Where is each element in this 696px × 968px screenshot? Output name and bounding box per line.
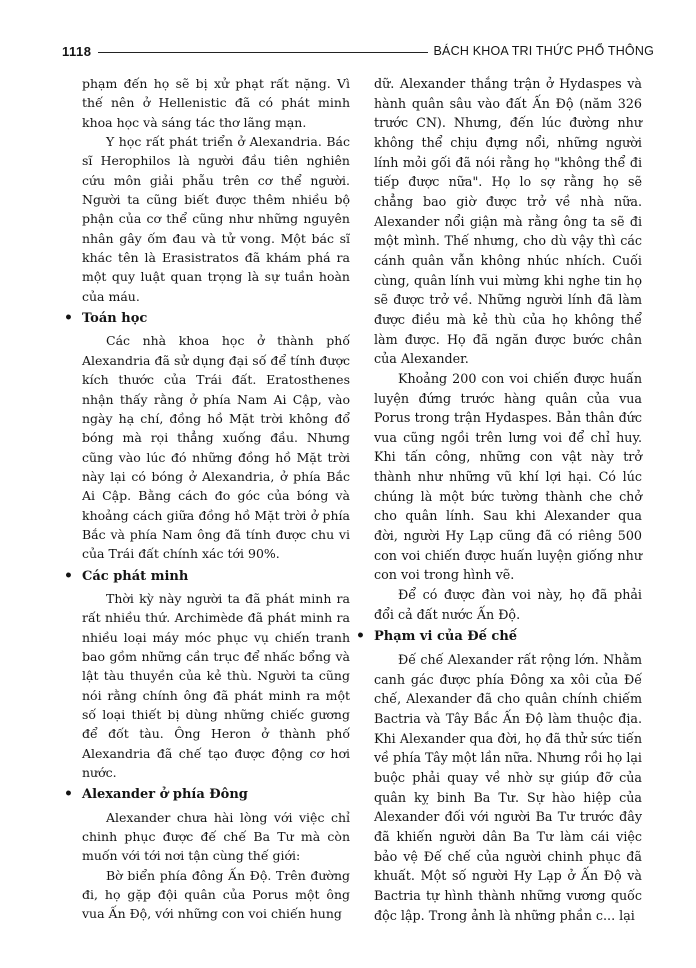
section-heading-label: Các phát minh bbox=[82, 568, 189, 584]
section-heading bbox=[356, 627, 642, 647]
paragraph: Đế chế Alexander rất rộng lớn. Nhằm canh gác được phía Đông xa xôi của Đế chế, Alexander đã cho quân chính chiếm Bactria và Tây Bắc Ấn Độ làm thuộc địa. Khi Alexander qua đời, họ đã thử sức tiến về phía Tây một lần nữa. Nhưng rồi họ lại buộc phải quay về nhờ sự giúp đỡ của quân kỵ binh Ba Tư. Sự hào hiệp của Alexander đối với người Ba Tư trước đây đã khiến người dân Ba Tư làm cái việc bảo vệ Đế chế của người chinh phục đã khuất. Một số người Hy Lạp ở Ấn Độ và Bactria tự hình thành những vương quốc độc lập. Trong ảnh là những phần c... lại bbox=[374, 652, 642, 923]
page-number: 1118 bbox=[62, 43, 92, 59]
bullet-icon: • bbox=[64, 786, 73, 803]
paragraph: Để có được đàn voi này, họ đã phải đổi cả đất nước Ấn Độ. bbox=[374, 587, 642, 622]
section-heading bbox=[64, 567, 350, 586]
section-heading-label: Toán học bbox=[82, 311, 148, 327]
section-heading-label: Alexander ở phía Đông bbox=[82, 787, 248, 803]
section-heading-label: Phạm vi của Đế chế bbox=[374, 629, 518, 645]
right-column bbox=[356, 74, 642, 925]
paragraph: Thời kỳ này người ta đã phát minh ra rất nhiều thứ. Archimède đã phát minh ra nhiều loại máy móc phục vụ chiến tranh bao gồm những cần trục để nhấc bổng và lật tàu thuyền của kẻ thù. Người ta cũng nói rằng chính ông đã phát minh ra một số loại thiết bị dùng những chiếc gương để đốt tàu. Ông Heron ở thành phố Alexandria đã chế tạo được động cơ hơi nước. bbox=[82, 590, 350, 781]
paragraph: Khoảng 200 con voi chiến được huấn luyện đứng trước hàng quân của vua Porus trong trận Hydaspes. Bản thân đức vua cũng ngồi trên lưng voi để chỉ huy. Khi tấn công, những con vật này trở thành như những vũ khí lợi hại. Có lúc chúng là một bức tường thành che chở cho quân lính. Sau khi Alexander qua đời, người Hy Lạp cũng đã có riêng 500 con voi chiến được huấn luyện giống như con voi trong hình vẽ. bbox=[374, 370, 642, 583]
bullet-icon: • bbox=[64, 310, 73, 327]
page-header bbox=[62, 40, 654, 62]
header-rule bbox=[98, 52, 428, 53]
section-heading bbox=[64, 309, 350, 328]
paragraph: Y học rất phát triển ở Alexandria. Bác sĩ Herophilos là người đầu tiên nghiên cứu môn giải phẫu trên cơ thể người. Người ta cũng biết được thêm nhiều bộ phận của cơ thể cũng như những nguyên nhân gây ốm đau và tử vong. Một bác sĩ khác tên là Erasistratos đã khám phá ra một quy luật quan trọng là sự tuần hoàn của máu. bbox=[82, 134, 350, 304]
running-title: BÁCH KHOA TRI THỨC PHỔ THÔNG bbox=[433, 44, 654, 58]
paragraph: dữ. Alexander thắng trận ở Hydaspes và hành quân sâu vào đất Ấn Độ (năm 326 trước CN). Nhưng, đến lúc đường như không thể chịu đựng nổi, những người lính mỏi gối đã nói rằng họ "không thể đi tiếp được nữa". Họ lo sợ rằng họ sẽ chẳng bao giờ được trở về nhà nữa. Alexander nổi giận mà rằng ông ta sẽ đi một mình. Thế nhưng, cho dù vậy thì các cánh quân vẫn không nhúc nhích. Cuối cùng, quân lính vui mừng khi nghe tin họ sẽ được trở về. Những người lính đã làm được điều mà kẻ thù của họ không thể làm được. Họ đã ngăn được bước chân của Alexander. bbox=[374, 76, 642, 367]
paragraph: Bờ biển phía đông Ấn Độ. Trên đường đi, họ gặp đội quân của Porus một ông vua Ấn Độ, với những con voi chiến hung bbox=[82, 867, 350, 922]
bullet-icon: • bbox=[64, 567, 73, 584]
paragraph: Alexander chưa hài lòng với việc chỉ chinh phục được đế chế Ba Tư mà còn muốn với tới nơi tận cùng thế giới: bbox=[82, 809, 350, 864]
bullet-icon: • bbox=[356, 628, 365, 645]
left-column bbox=[64, 74, 350, 924]
paragraph: phạm đến họ sẽ bị xử phạt rất nặng. Vì thế nên ở Hellenistic đã có phát minh khoa học và sáng tác thơ lãng mạn. bbox=[82, 76, 350, 130]
section-heading bbox=[64, 785, 350, 804]
paragraph: Các nhà khoa học ở thành phố Alexandria đã sử dụng đại số để tính được kích thước của Trái đất. Eratosthenes nhận thấy rằng ở phía Nam Ai Cập, vào ngày hạ chí, đồng hồ Mặt trời không đổ bóng mà rọi thẳng xuống đầu. Nhưng cũng vào lúc đó những đồng hồ Mặt trời này lại có bóng ở Alexandria, ở phía Bắc Ai Cập. Bằng cách đo góc của bóng và khoảng cách giữa đồng hồ Mặt trời ở phía Bắc và phía Nam ông đã tính được chu vi của Trái đất chính xác tới 90%. bbox=[82, 333, 350, 562]
